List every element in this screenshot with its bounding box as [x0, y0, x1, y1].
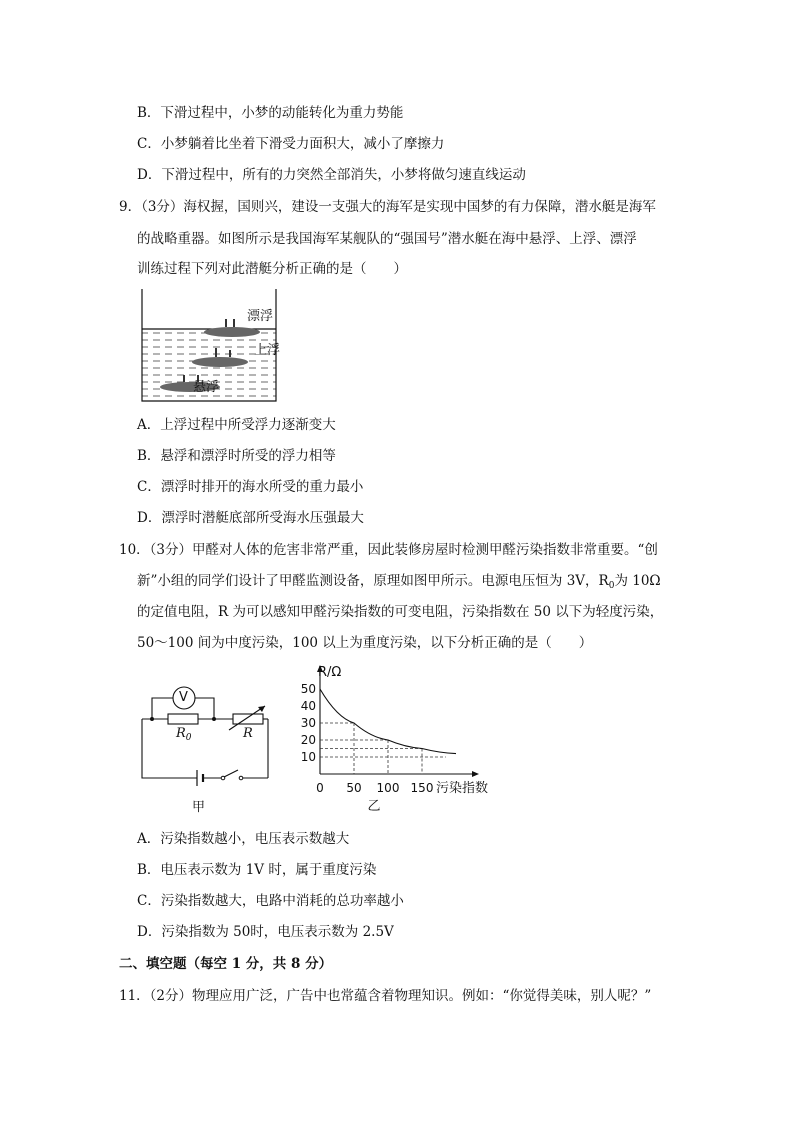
- q10-option-c: C．污染指数越大，电路中消耗的总功率越小: [137, 893, 404, 909]
- label-rising: 上浮: [254, 343, 281, 358]
- x-tick-label-0: 0: [316, 781, 324, 795]
- q8-option-c: C．小梦躺着比坐着下滑受力面积大，减小了摩擦力: [137, 136, 445, 152]
- circuit-diagram: [135, 680, 275, 810]
- section2-title: 二、填空题（每空 1 分，共 8 分）: [119, 956, 333, 972]
- q9-option-b: B．悬浮和漂浮时所受的浮力相等: [137, 448, 336, 464]
- q8-option-b: B．下滑过程中，小梦的动能转化为重力势能: [137, 105, 404, 121]
- voltmeter-label: V: [179, 690, 188, 705]
- series-curve-R: [320, 689, 456, 754]
- y-tick-label-50: 50: [300, 682, 316, 696]
- q10-option-a: A．污染指数越小，电压表示数越大: [137, 831, 350, 847]
- label-floating: 漂浮: [247, 309, 274, 324]
- q10-stem-line1: 10．（3分）甲醛对人体的危害非常严重，因此装修房屋时检测甲醛污染指数非常重要。“创: [119, 542, 658, 558]
- q9-stem-line1: 9．（3分）海权握，国则兴，建设一支强大的海军是实现中国梦的有力保障，潜水艇是海军: [119, 199, 656, 215]
- q11-stem-line1: 11．（2分）物理应用广泛，广告中也常蕴含着物理知识。例如：“你觉得美味，别人呢？”: [119, 988, 652, 1004]
- r-label: R: [243, 726, 253, 741]
- q9-option-d: D．漂浮时潜艇底部所受海水压强最大: [137, 510, 364, 526]
- y-tick-label-10: 10: [300, 750, 316, 764]
- y-axis-label: R/Ω: [318, 665, 342, 680]
- q9-stem-line2: 的战略重器。如图所示是我国海军某舰队的“强国号”潜水艇在海中悬浮、上浮、漂浮: [137, 231, 637, 247]
- x-axis-label: 污染指数: [436, 781, 489, 796]
- q8-option-d: D．下滑过程中，所有的力突然全部消失，小梦将做匀速直线运动: [137, 167, 526, 183]
- q10-stem-line3: 的定值电阻，R 为可以感知甲醛污染指数的可变电阻，污染指数在 50 以下为轻度污染，: [137, 604, 664, 620]
- chart-caption: 乙: [367, 799, 381, 814]
- switch: [224, 770, 238, 777]
- y-tick-label-20: 20: [300, 733, 316, 747]
- label-suspended: 悬浮: [193, 380, 220, 395]
- q10-option-d: D．污染指数为 50时，电压表示数为 2.5V: [137, 924, 394, 940]
- r0-label: $R_0$: [176, 726, 192, 743]
- x-tick-label-150: 150: [410, 781, 434, 795]
- x-axis-arrow: [472, 771, 479, 777]
- x-tick-label-100: 100: [376, 781, 400, 795]
- q9-stem-line3: 训练过程下列对此潜艇分析正确的是（ ）: [137, 261, 407, 277]
- q9-option-c: C．漂浮时排开的海水所受的重力最小: [137, 479, 364, 495]
- q10-option-b: B．电压表示数为 1V 时，属于重度污染: [137, 862, 377, 878]
- resistor-r: [233, 714, 263, 724]
- q9-option-a: A．上浮过程中所受浮力逐渐变大: [137, 417, 336, 433]
- q10-stem-line4: 50～100 间为中度污染，100 以上为重度污染，以下分析正确的是（ ）: [137, 635, 593, 651]
- resistance-chart: [290, 662, 489, 822]
- resistor-r0: [168, 714, 198, 724]
- y-tick-label-30: 30: [300, 716, 316, 730]
- y-tick-label-40: 40: [300, 699, 316, 713]
- x-tick-label-50: 50: [346, 781, 362, 795]
- q10-stem-line2: 新”小组的同学们设计了甲醛监测设备，原理如图甲所示。电源电压恒为 3V，$R_0$为 10Ω: [137, 573, 661, 591]
- circuit-caption: 甲: [192, 800, 206, 815]
